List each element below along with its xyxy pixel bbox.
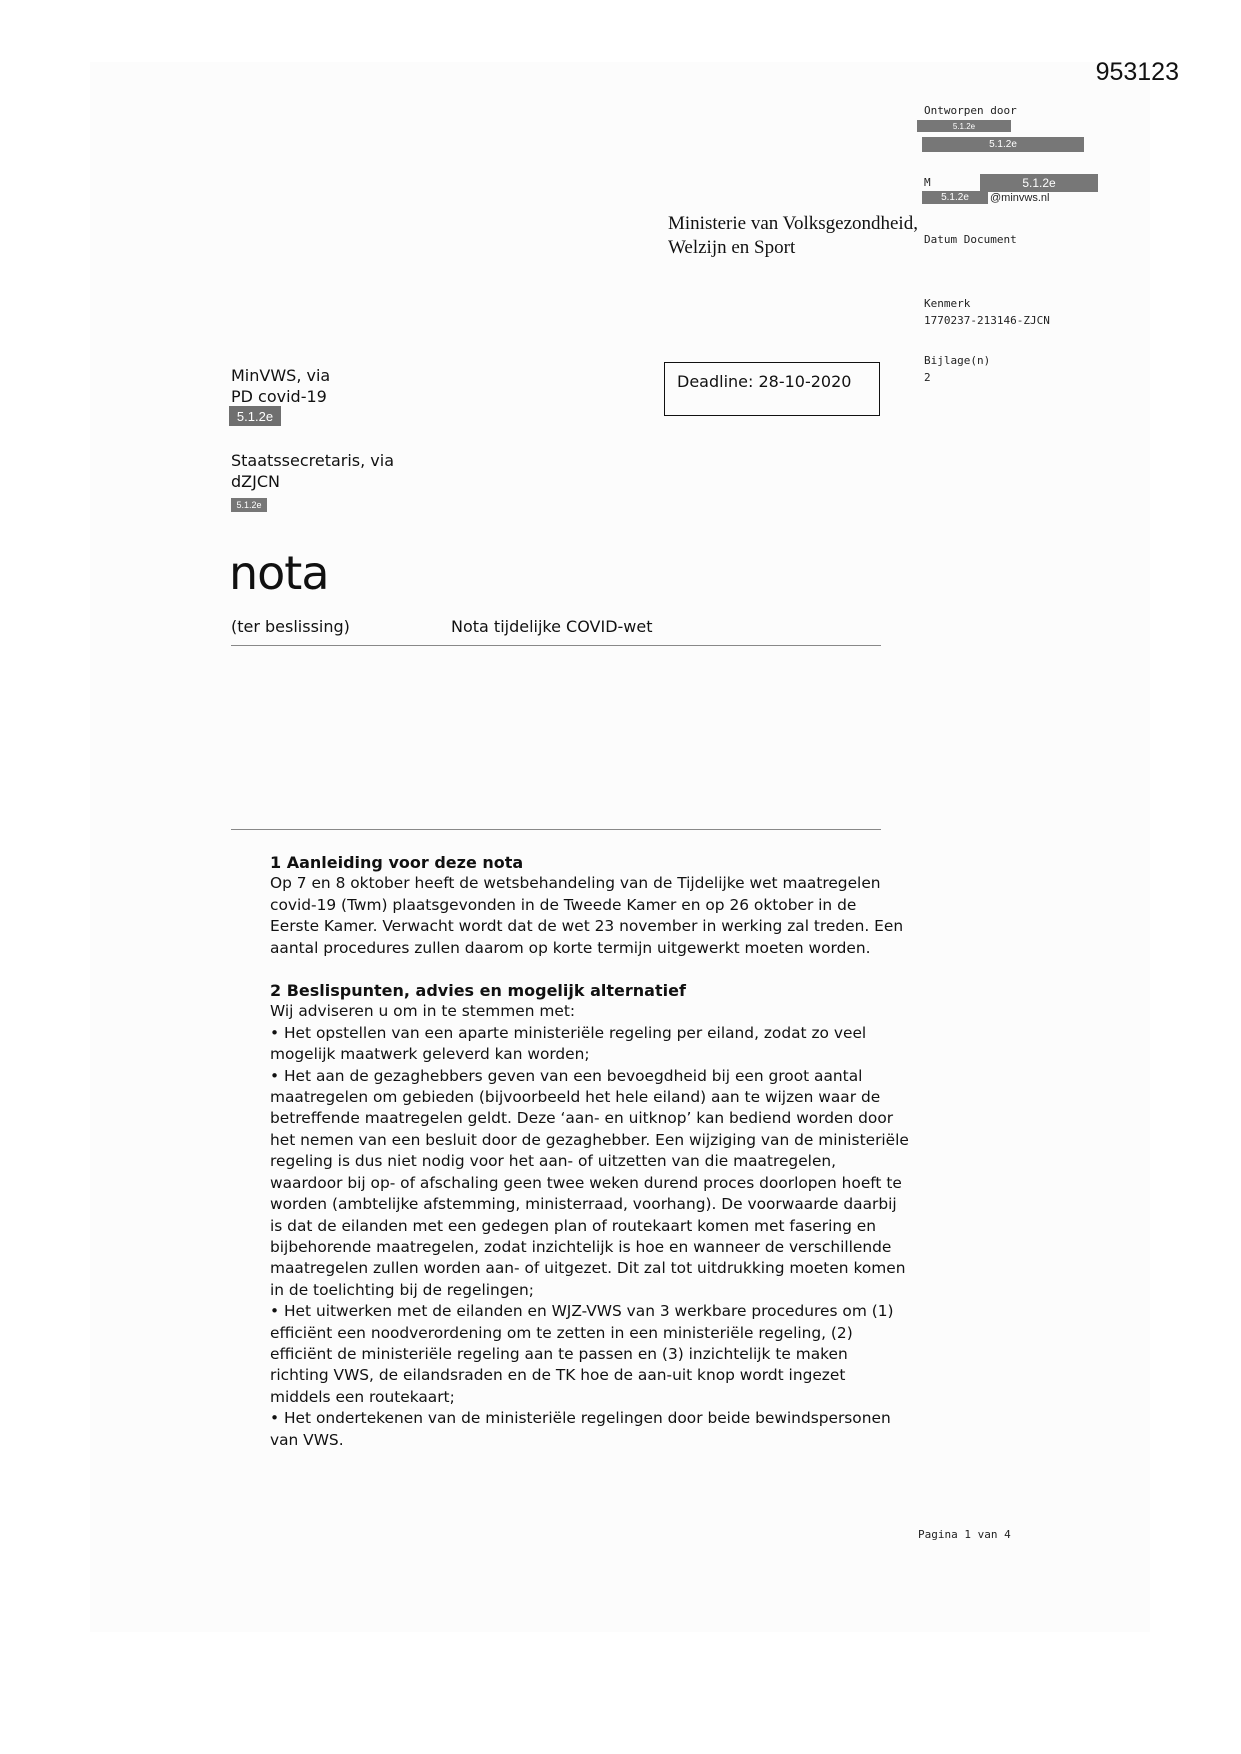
redaction-block: 5.1.2e xyxy=(980,174,1098,192)
designed-by-label: Ontworpen door xyxy=(924,104,1017,117)
ministry-name xyxy=(668,212,925,260)
list-item: • Het ondertekenen van de ministeriële regelingen door beide bewindspersonen van VWS. xyxy=(270,1409,891,1449)
section-2-heading: 2 Beslispunten, advies en mogelijk alternatief xyxy=(270,981,686,1001)
redaction-block: 5.1.2e xyxy=(917,120,1011,132)
deadline-box: Deadline: 28-10-2020 xyxy=(664,362,880,416)
addressee-1 xyxy=(231,365,330,407)
page-number: Pagina 1 van 4 xyxy=(918,1528,1011,1541)
kenmerk-label: Kenmerk xyxy=(924,297,971,310)
list-item: • Het uitwerken met de eilanden en WJZ-VWS van 3 werkbare procedures om (1) efficiënt een noodverordening om te zetten in een ministeriële regeling, (2) efficiënt de ministeriële regeling aan te passen en (3) inzichtelijk te maken richting VWS, de eilandsraden en de TK hoe de aan-uit knop wordt ingezet middels een routekaart; xyxy=(270,1302,894,1406)
datum-label: Datum Document xyxy=(924,233,1017,246)
redaction-block: 5.1.2e xyxy=(229,406,281,426)
document-body xyxy=(270,852,910,1451)
mobile-label: M xyxy=(924,176,931,189)
list-item: • Het aan de gezaghebbers geven van een bevoegdheid bij een groot aantal maatregelen om gebieden (bijvoorbeeld het hele eiland) aan te wijzen waar de betreffende maatregelen geldt. Deze ‘aan- en uitknop’ kan bediend worden door het nemen van een besluit door de gezaghebber. Een wijziging van de ministeriële regeling is dus niet nodig voor het aan- of uitzetten van die maatregelen, waardoor bij op- of afschaling geen twee weken durend proces doorlopen hoeft te worden (ambtelijke afstemming, ministerraad, voorhang). De voorwaarde daarbij is dat de eilanden met een gedegen plan of routekaart komen met fasering en bijbehorende maatregelen, zodat inzichtelijk is hoe en wanneer de verschillende maatregelen zullen worden aan- of uitgezet. Dit zal tot uitdrukking moeten komen in de toelichting bij de regelingen; xyxy=(270,1066,909,1299)
divider xyxy=(231,829,881,830)
document-subject: Nota tijdelijke COVID-wet xyxy=(451,617,653,636)
addressee-1-line-1: MinVWS, via xyxy=(231,366,331,385)
divider xyxy=(231,645,881,646)
decision-type: (ter beslissing) xyxy=(231,617,350,636)
section-1-body: Op 7 en 8 oktober heeft de wetsbehandeling van de Tijdelijke wet maatregelen covid-19 (Twm) plaatsgevonden in de Tweede Kamer en op 26 oktober in de Eerste Kamer. Verwacht wordt dat de wet 23 november in werking zal treden. Een aantal procedures zullen daarom op korte termijn uitgewerkt moeten worden. xyxy=(270,874,904,957)
ministry-line-1: Ministerie van Volksgezondheid, xyxy=(668,213,918,234)
redaction-block: 5.1.2e xyxy=(922,137,1084,152)
bijlage-label: Bijlage(n) xyxy=(924,354,991,367)
document-title: nota xyxy=(229,546,329,600)
redaction-block: 5.1.2e xyxy=(922,191,988,204)
section-1-heading: 1 Aanleiding voor deze nota xyxy=(270,853,524,872)
redaction-block: 5.1.2e xyxy=(231,498,267,512)
addressee-1-line-2: PD covid-19 xyxy=(231,387,327,406)
bijlage-value: 2 xyxy=(924,371,931,384)
email-suffix: @minvws.nl xyxy=(990,192,1050,204)
list-item: • Het opstellen van een aparte ministeriële regeling per eiland, zodat zo veel mogelijk maatwerk geleverd kan worden; xyxy=(270,1023,867,1064)
kenmerk-value: 1770237-213146-ZJCN xyxy=(924,314,1050,327)
section-2-intro: Wij adviseren u om in te stemmen met: xyxy=(270,1002,576,1021)
document-number: 953123 xyxy=(1095,58,1179,86)
addressee-2 xyxy=(231,450,394,492)
addressee-2-line-2: dZJCN xyxy=(231,472,280,491)
ministry-line-2: Welzijn en Sport xyxy=(668,237,796,258)
addressee-2-line-1: Staatssecretaris, via xyxy=(231,451,395,470)
